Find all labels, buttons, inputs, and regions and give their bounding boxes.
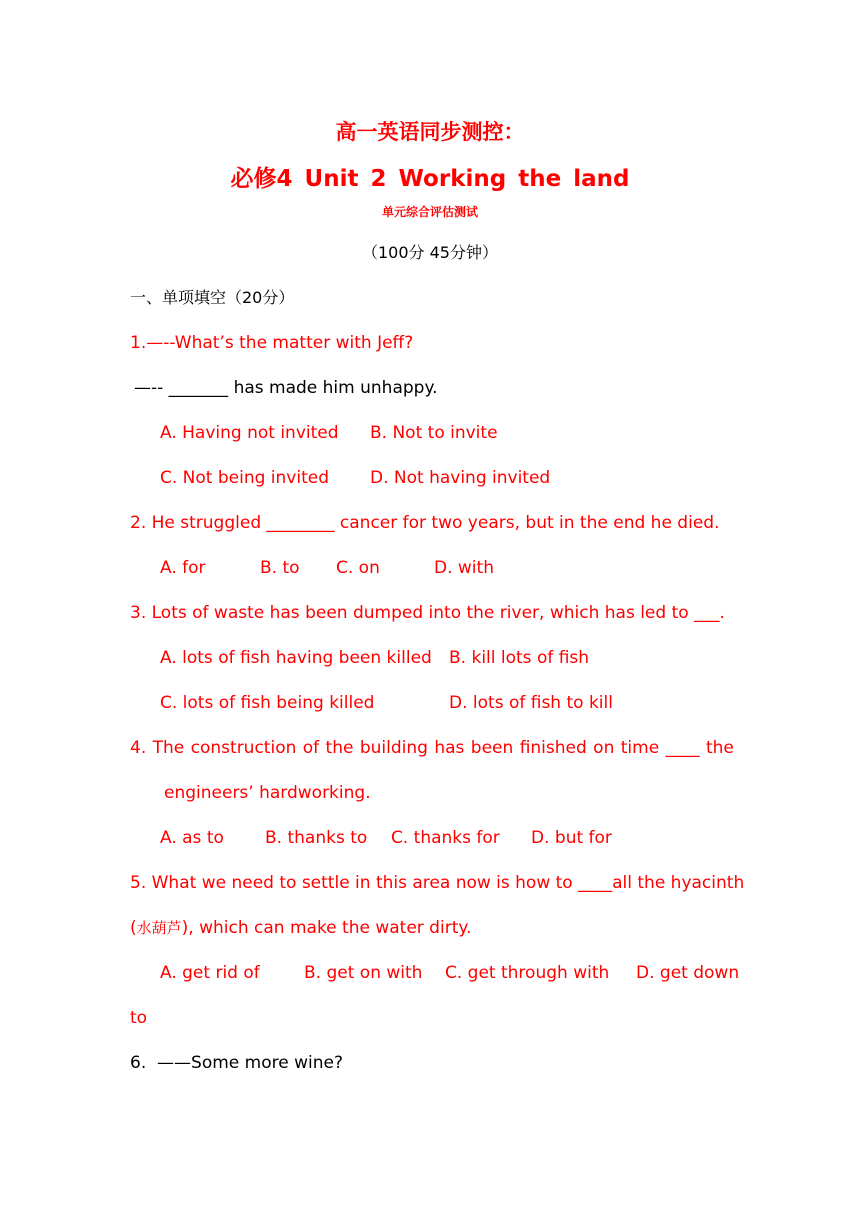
question-6-number: 6. bbox=[130, 1053, 147, 1073]
question-5-stem-continued bbox=[130, 917, 471, 939]
question-4-option-c: C. thanks for bbox=[391, 828, 500, 848]
question-1-option-a: A. Having not invited bbox=[160, 423, 339, 443]
question-3-option-a: A. lots of fish having been killed bbox=[160, 648, 432, 668]
question-2-option-b: B. to bbox=[260, 558, 300, 578]
question-4-stem: 4. The construction of the building has been finished on time ____ the bbox=[130, 738, 734, 758]
question-6-text: ——Some more wine? bbox=[157, 1053, 343, 1073]
question-1-option-d: D. Not having invited bbox=[370, 468, 551, 488]
question-5-option-d: D. get down bbox=[636, 963, 740, 983]
question-1-option-b: B. Not to invite bbox=[370, 423, 498, 443]
question-5-stem-rest: ), which can make the water dirty. bbox=[181, 918, 472, 938]
section-heading: 一、单项填空（20分） bbox=[130, 288, 295, 307]
question-3-option-b: B. kill lots of fish bbox=[449, 648, 590, 668]
question-5-paren-open: ( bbox=[130, 918, 137, 938]
question-5-stem: 5. What we need to settle in this area now is how to ____all the hyacinth bbox=[130, 873, 745, 893]
question-2-option-a: A. for bbox=[160, 558, 206, 578]
question-3-option-c: C. lots of fish being killed bbox=[160, 693, 375, 713]
question-4-option-b: B. thanks to bbox=[265, 828, 368, 848]
question-4-option-a: A. as to bbox=[160, 828, 224, 848]
question-5-option-b: B. get on with bbox=[304, 963, 423, 983]
question-2-option-d: D. with bbox=[434, 558, 494, 578]
question-3-option-d: D. lots of fish to kill bbox=[449, 693, 613, 713]
question-2-stem: 2. He struggled ________ cancer for two years, but in the end he died. bbox=[130, 513, 720, 533]
test-subtitle: 单元综合评估测试 bbox=[381, 205, 478, 219]
question-5-option-d-wrap: to bbox=[130, 1008, 148, 1028]
question-5-chinese-term: 水葫芦 bbox=[136, 919, 182, 937]
question-1-stem: 1.—--What’s the matter with Jeff? bbox=[130, 333, 414, 353]
question-4-option-d: D. but for bbox=[531, 828, 612, 848]
question-1-option-c: C. Not being invited bbox=[160, 468, 330, 488]
question-5-option-c: C. get through with bbox=[445, 963, 610, 983]
document-title: 高一英语同步测控： bbox=[335, 119, 525, 144]
question-1-reply: —-- _______ has made him unhappy. bbox=[134, 378, 438, 398]
score-time-info: （100分 45分钟） bbox=[362, 243, 498, 262]
question-4-stem-continued: engineers’ hardworking. bbox=[164, 783, 371, 803]
question-3-stem: 3. Lots of waste has been dumped into the river, which has led to ___. bbox=[130, 603, 725, 623]
question-6-stem bbox=[130, 1052, 343, 1074]
unit-title: 必修4 Unit 2 Working the land bbox=[230, 166, 630, 192]
question-2-option-c: C. on bbox=[336, 558, 380, 578]
question-5-option-a: A. get rid of bbox=[160, 963, 260, 983]
